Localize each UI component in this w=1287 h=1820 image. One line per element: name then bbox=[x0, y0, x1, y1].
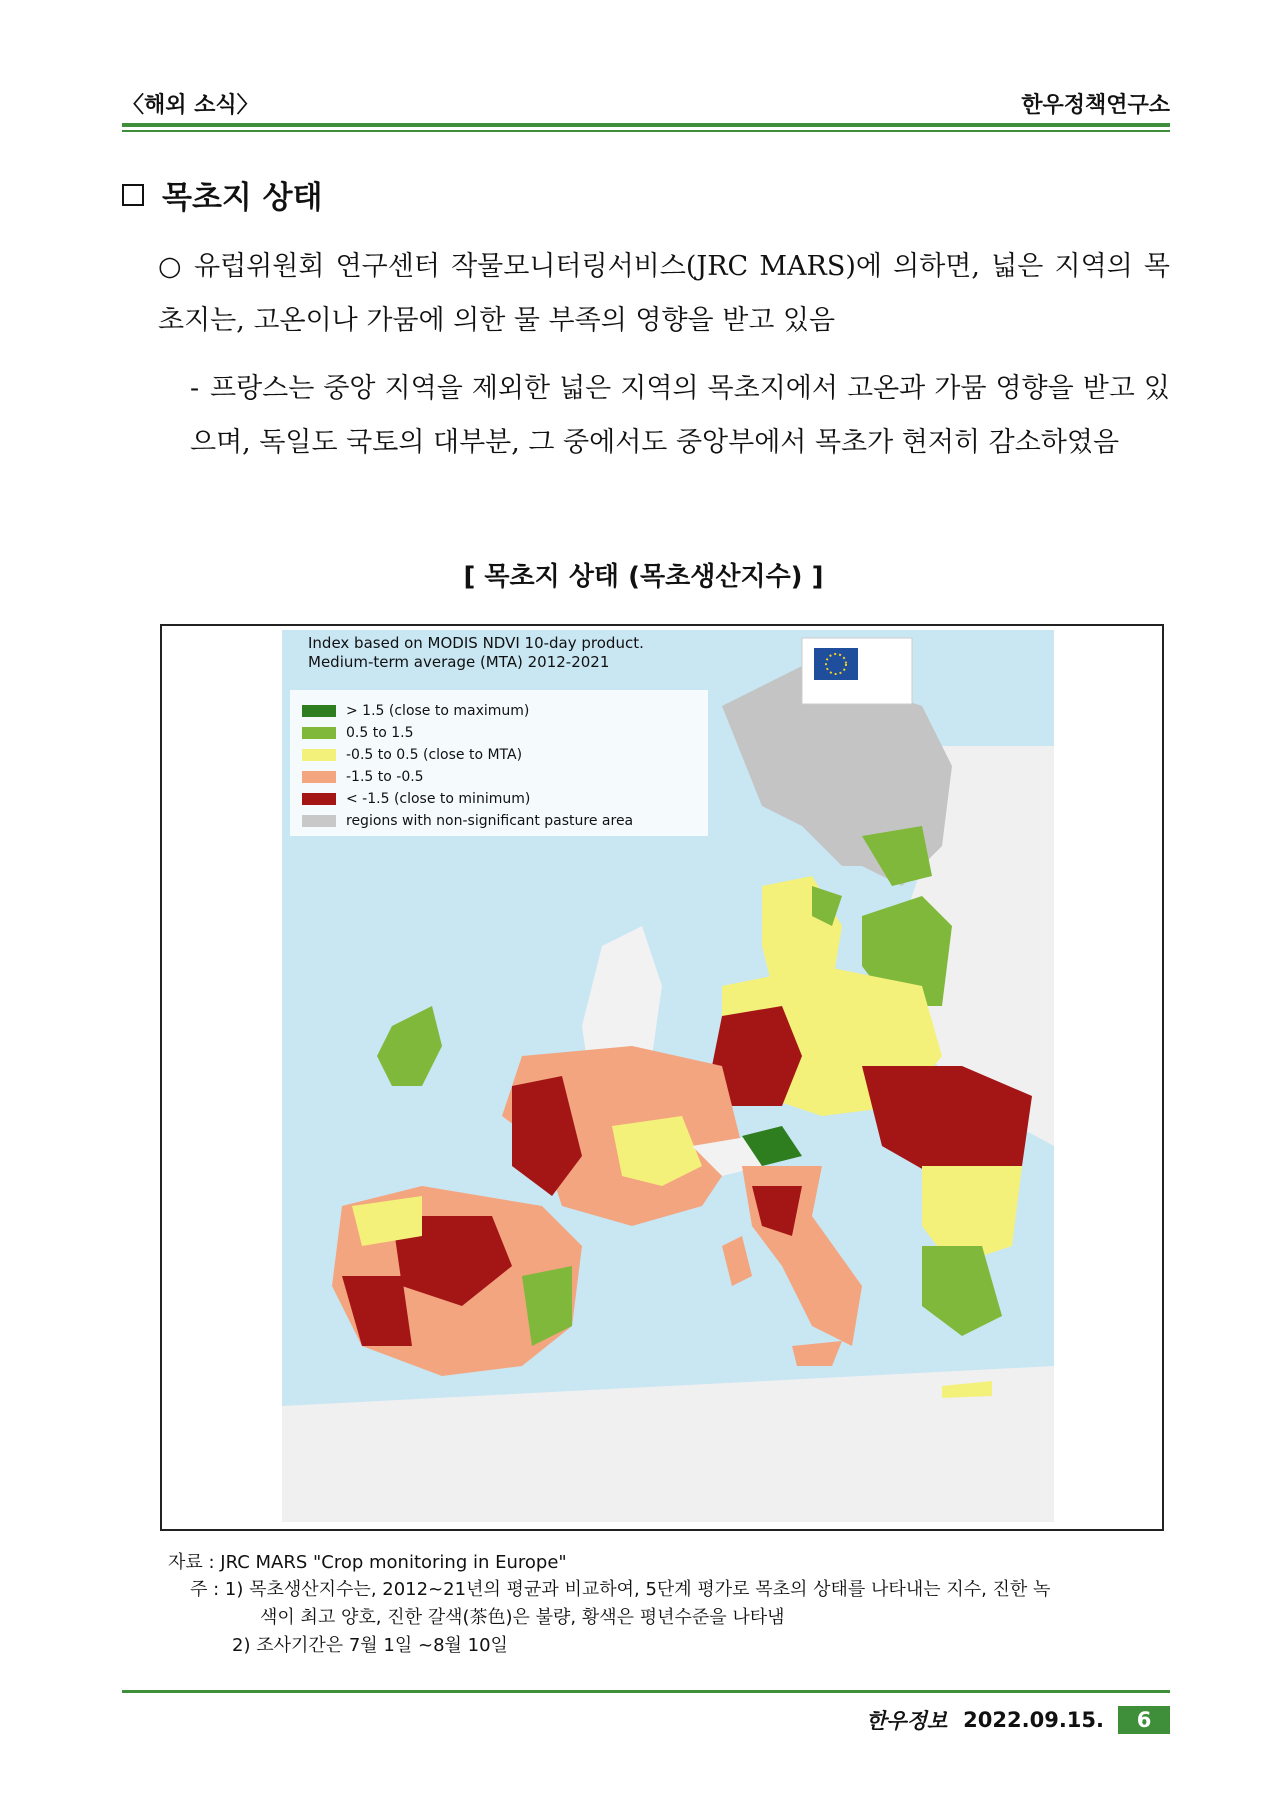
dash-bullet: - bbox=[190, 373, 200, 404]
legend-item bbox=[302, 722, 696, 744]
legend-label: -0.5 to 0.5 (close to MTA) bbox=[346, 747, 523, 763]
header-category: 〈해외 소식〉 bbox=[122, 93, 259, 118]
note-1-text: 목초생산지수는, 2012~21년의 평균과 비교하여, 5단계 평가로 목초의 상태를 나타내는 지수, 진한 녹 bbox=[249, 1579, 1051, 1600]
page-footer bbox=[866, 1705, 1170, 1735]
legend-label: 0.5 to 1.5 bbox=[346, 725, 414, 741]
paragraph-2-text: 프랑스는 중앙 지역을 제외한 넓은 지역의 목초지에서 고온과 가뭄 영향을 받고 있으며, 독일도 국토의 대부분, 그 중에서도 중앙부에서 목초가 현저히 감소하였음 bbox=[190, 373, 1170, 458]
note-1 bbox=[190, 1576, 1180, 1604]
map-legend bbox=[290, 690, 708, 836]
note-2: 2) 조사기간은 7월 1일 ~8월 10일 bbox=[232, 1635, 508, 1656]
figure-title: [ 목초지 상태 (목초생산지수) ] bbox=[463, 562, 824, 592]
circle-bullet-icon: ○ bbox=[158, 251, 182, 282]
section-title-text: 목초지 상태 bbox=[162, 180, 323, 216]
legend-label: < -1.5 (close to minimum) bbox=[346, 791, 531, 807]
legend-item bbox=[302, 788, 696, 810]
paragraph-1-text: 유럽위원회 연구센터 작물모니터링서비스(JRC MARS)에 의하면, 넓은 지역의 목초지는, 고온이나 가뭄에 의한 물 부족의 영향을 받고 있음 bbox=[158, 251, 1170, 336]
section-title bbox=[122, 172, 323, 217]
header-rule-thin bbox=[122, 130, 1170, 132]
paragraph-2 bbox=[190, 362, 1170, 470]
footer-rule bbox=[122, 1690, 1170, 1693]
legend-swatch bbox=[302, 705, 336, 717]
legend-swatch bbox=[302, 749, 336, 761]
legend-label: -1.5 to -0.5 bbox=[346, 769, 424, 785]
legend-label: > 1.5 (close to maximum) bbox=[346, 703, 530, 719]
legend-swatch bbox=[302, 793, 336, 805]
legend-item bbox=[302, 744, 696, 766]
checkbox-icon bbox=[122, 184, 144, 206]
header-rule bbox=[122, 123, 1170, 127]
note-1-label: 주 : 1) bbox=[190, 1579, 244, 1600]
pasture-map bbox=[160, 624, 1164, 1531]
legend-swatch bbox=[302, 771, 336, 783]
map-header bbox=[308, 634, 644, 672]
page-number: 6 bbox=[1118, 1706, 1170, 1734]
footer-brand: 한우정보 bbox=[866, 1709, 948, 1733]
figure-source: 자료 : JRC MARS "Crop monitoring in Europe" bbox=[168, 1552, 567, 1573]
footer-date: 2022.09.15. bbox=[963, 1708, 1104, 1732]
legend-item bbox=[302, 700, 696, 722]
legend-item bbox=[302, 810, 696, 832]
legend-label: regions with non-significant pasture area bbox=[346, 813, 634, 829]
map-header-line-2: Medium-term average (MTA) 2012-2021 bbox=[308, 653, 610, 671]
legend-swatch bbox=[302, 815, 336, 827]
legend-swatch bbox=[302, 727, 336, 739]
page-header bbox=[122, 88, 1170, 122]
paragraph-1 bbox=[158, 240, 1170, 348]
header-organization: 한우정책연구소 bbox=[1021, 93, 1170, 118]
legend-item bbox=[302, 766, 696, 788]
map-header-line-1: Index based on MODIS NDVI 10-day product. bbox=[308, 634, 644, 652]
note-1-continued: 색이 최고 양호, 진한 갈색(茶色)은 불량, 황색은 평년수준을 나타냄 bbox=[260, 1607, 785, 1628]
